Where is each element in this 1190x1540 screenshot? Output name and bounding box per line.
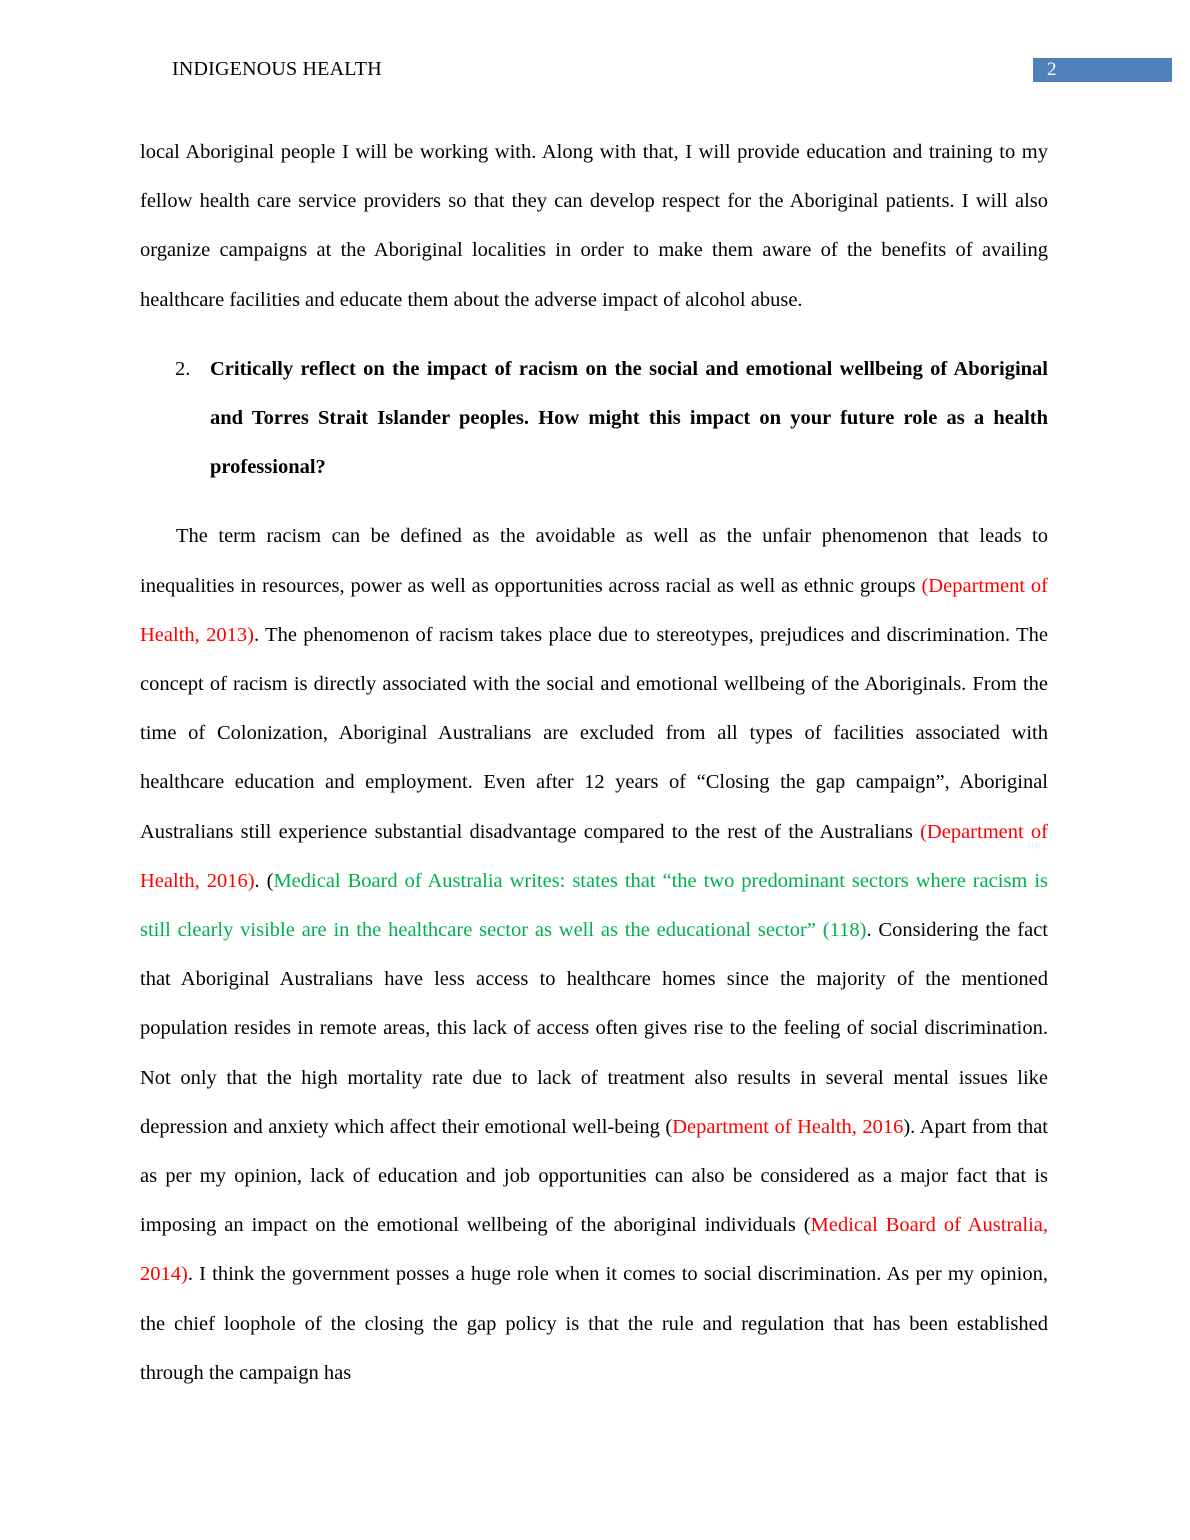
quoted-citation: Medical Board of Australia writes: states that “the two predominant sectors where racism is still clearly visible are in the healthcare sector as well as the educational sector” (118) — [140, 869, 1048, 942]
text-segment: . ( — [254, 869, 274, 892]
citation: Medical Board of Australia, 2014) — [140, 1214, 1049, 1286]
citation: (Department of Health, 2013) — [140, 574, 1048, 646]
text-segment: . I think the government posses a huge role when it comes to social discrimination. As per my opinion, the chief loophole of the closing the gap policy is that the rule and regulation that has been established through the campaign has — [140, 1263, 1048, 1384]
numbered-question — [140, 345, 1048, 493]
page-number: 2 — [1033, 58, 1172, 82]
running-head: INDIGENOUS HEALTH — [172, 58, 382, 80]
text-segment: . The phenomenon of racism takes place due to stereotypes, prejudices and discrimination. The concept of racism is directly associated with the social and emotional wellbeing of the Aboriginals. From the time of Colonization, Aboriginal Australians are excluded from all types of facilities associated with healthcare education and employment. Even after 12 years of “Closing the gap campaign”, Aboriginal Australians still experience substantial disadvantage compared to the rest of the Australians — [140, 623, 1048, 843]
citation: Department of Health, 2016 — [672, 1115, 904, 1138]
text-segment: The term racism can be defined as the avoidable as well as the unfair phenomenon that leads to inequalities in resources, power as well as opportunities across racial as well as ethnic groups — [140, 525, 1048, 597]
question-number: 2. — [175, 357, 191, 380]
paragraph-continuation: local Aboriginal people I will be working with. Along with that, I will provide education and training to my fellow health care service providers so that they can develop respect for the Aboriginal patients. I will also organize campaigns at the Aboriginal localities in order to make them aware of the benefits of availing healthcare facilities and educate them about the adverse impact of alcohol abuse. — [140, 141, 1048, 311]
paragraph-racism — [140, 512, 1048, 1398]
document-body — [140, 128, 1048, 1398]
question-text: Critically reflect on the impact of racism on the social and emotional wellbeing of Aboriginal and Torres Strait Islander peoples. How might this impact on your future role as a health professional? — [210, 357, 1048, 479]
text-segment: ). Apart from that as per my opinion, lack of education and job opportunities can also be considered as a major fact that is imposing an impact on the emotional wellbeing of the aboriginal individuals ( — [140, 1115, 1049, 1237]
citation: (Department of Health, 2016) — [140, 820, 1048, 892]
text-segment: . Considering the fact that Aboriginal Australians have less access to healthcare homes since the majority of the mentioned population resides in remote areas, this lack of access often gives rise to the feeling of social discrimination. Not only that the high mortality rate due to lack of treatment also results in several mental issues like depression and anxiety which affect their emotional well-being ( — [140, 919, 1049, 1138]
